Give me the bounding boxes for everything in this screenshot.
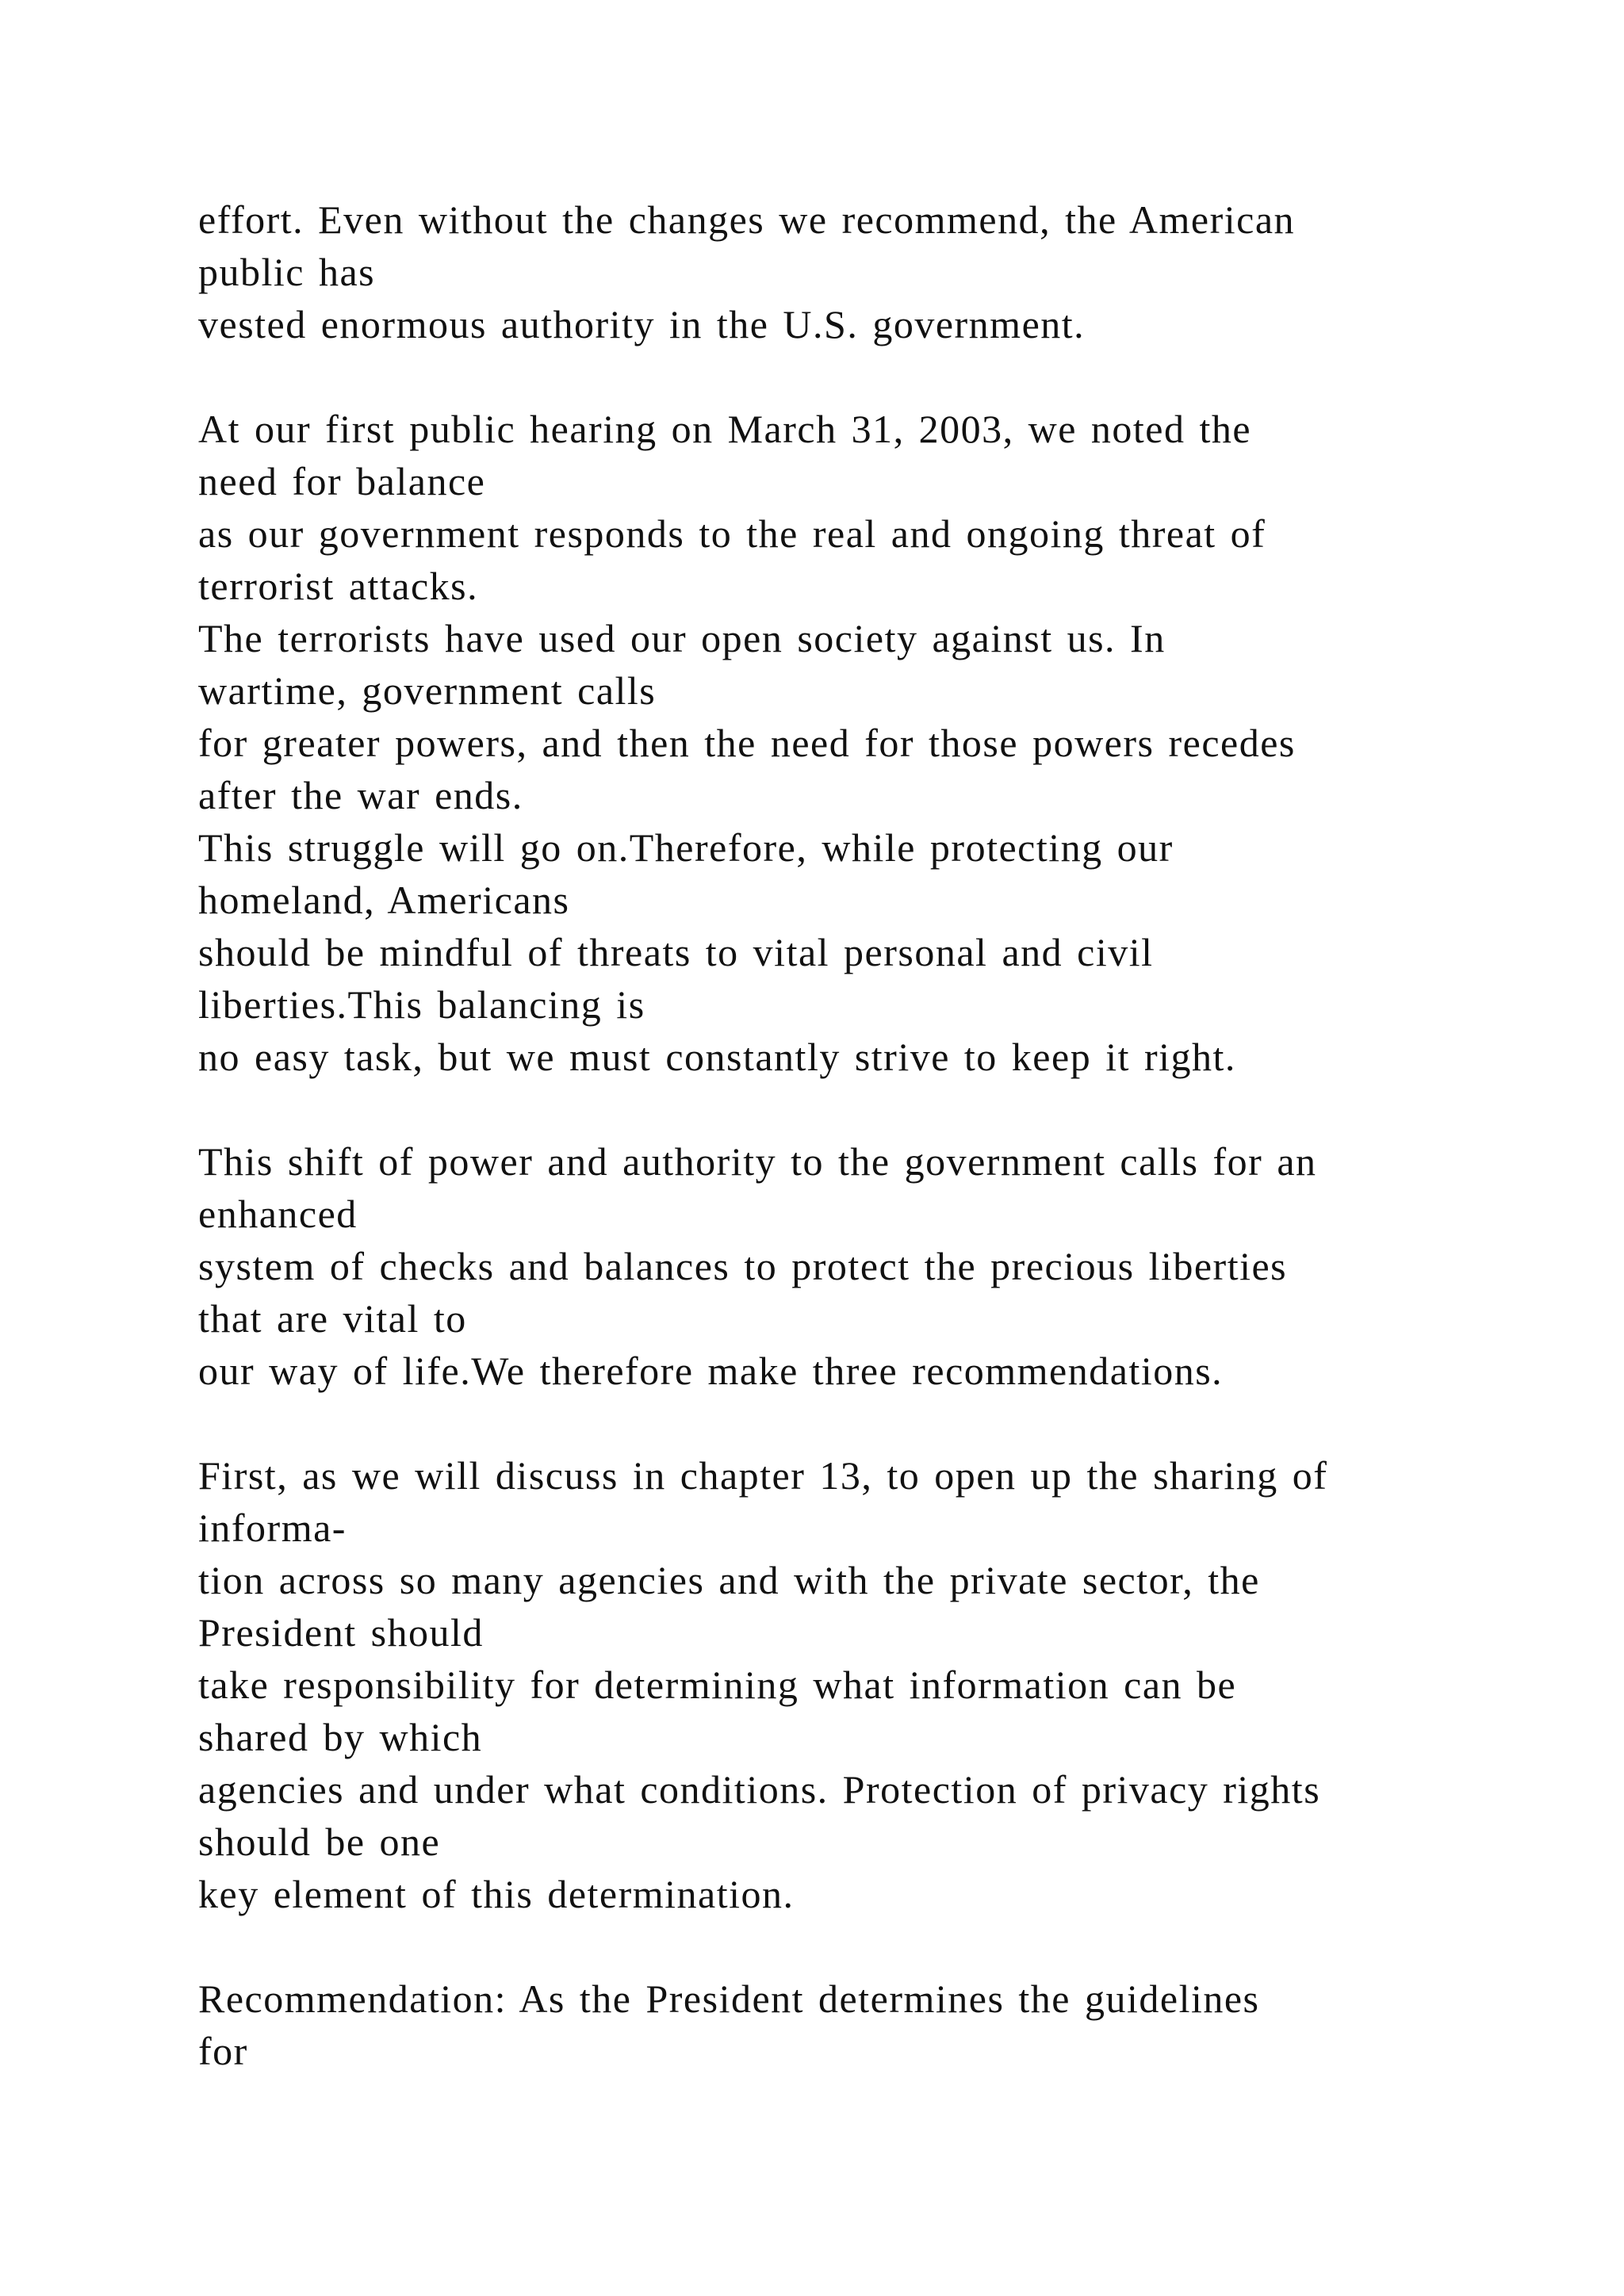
text-line: terrorist attacks.: [198, 564, 479, 608]
text-line: system of checks and balances to protect the precious liberties: [198, 1244, 1288, 1288]
text-line: At our first public hearing on March 31, 2003, we noted the: [198, 407, 1252, 451]
text-line: informa-: [198, 1506, 347, 1550]
text-line: wartime, government calls: [198, 668, 657, 713]
text-line: The terrorists have used our open society against us. In: [198, 616, 1166, 660]
paragraph-5: [198, 1973, 1483, 2077]
text-line: vested enormous authority in the U.S. government.: [198, 302, 1086, 346]
paragraph-4: [198, 1449, 1483, 1920]
paragraph-2: [198, 403, 1483, 1083]
document-body: [198, 193, 1483, 2077]
text-line: key element of this determination.: [198, 1872, 795, 1916]
text-line: This struggle will go on.Therefore, while protecting our: [198, 825, 1174, 870]
text-line: after the war ends.: [198, 773, 523, 817]
text-line: should be one: [198, 1820, 441, 1864]
text-line: shared by which: [198, 1715, 483, 1759]
text-line: President should: [198, 1610, 484, 1655]
text-line: take responsibility for determining what information can be: [198, 1663, 1237, 1707]
text-line: need for balance: [198, 459, 486, 503]
text-line: for greater powers, and then the need for those powers recedes: [198, 721, 1296, 765]
text-line: effort. Even without the changes we recommend, the American: [198, 197, 1296, 242]
text-line: Recommendation: As the President determines the guidelines: [198, 1976, 1260, 2021]
text-line: our way of life.We therefore make three recommendations.: [198, 1349, 1224, 1393]
text-line: public has: [198, 250, 376, 294]
text-line: agencies and under what conditions. Protection of privacy rights: [198, 1767, 1321, 1812]
text-line: that are vital to: [198, 1296, 467, 1341]
text-line: enhanced: [198, 1192, 358, 1236]
text-line: homeland, Americans: [198, 878, 570, 922]
paragraph-1: [198, 193, 1483, 350]
text-line: for: [198, 2029, 248, 2073]
text-line: First, as we will discuss in chapter 13, to open up the sharing of: [198, 1453, 1328, 1498]
text-line: should be mindful of threats to vital personal and civil: [198, 930, 1154, 974]
text-line: as our government responds to the real and ongoing threat of: [198, 511, 1266, 556]
text-line: liberties.This balancing is: [198, 982, 645, 1027]
text-line: tion across so many agencies and with the private sector, the: [198, 1558, 1260, 1602]
text-line: This shift of power and authority to the government calls for an: [198, 1139, 1317, 1184]
paragraph-3: [198, 1135, 1483, 1397]
text-line: no easy task, but we must constantly strive to keep it right.: [198, 1035, 1236, 1079]
